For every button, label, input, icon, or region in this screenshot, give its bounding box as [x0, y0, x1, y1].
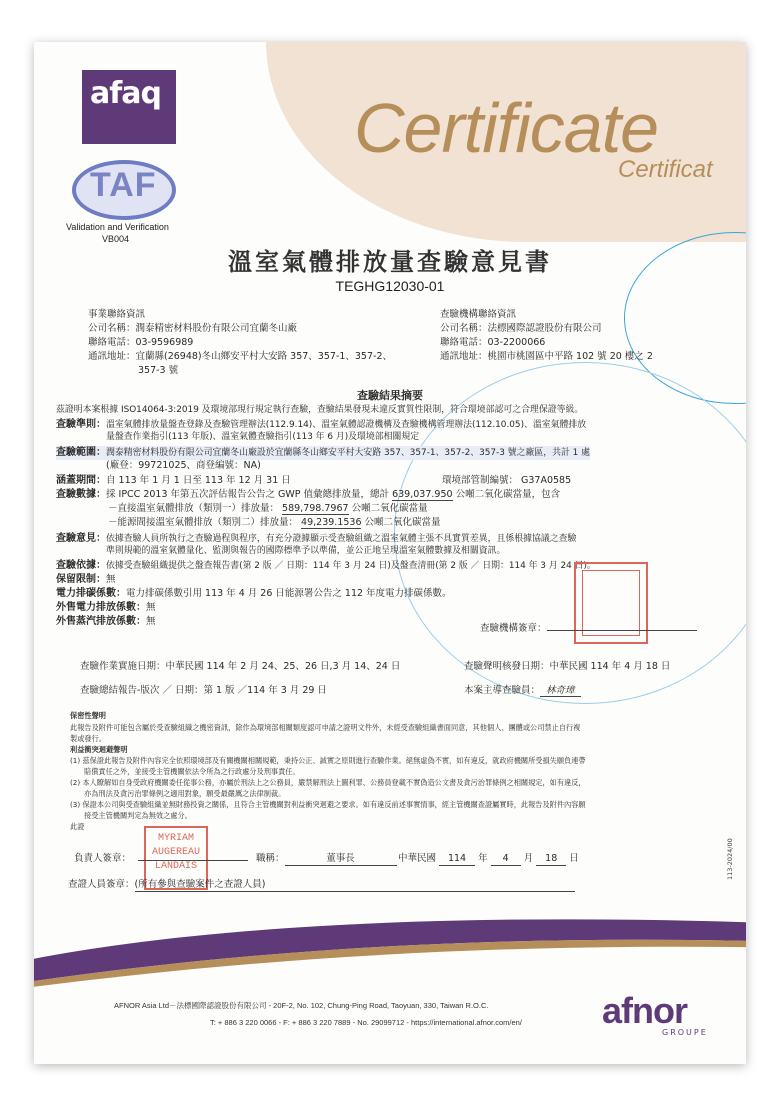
- taf-logo-text: TAF: [90, 166, 157, 204]
- sold-steam-label: 外售蒸汽排放係數：: [56, 616, 146, 627]
- scope2-unit: 公噸二氧化碳當量: [364, 517, 441, 528]
- verifier-sign-label: 查證人員簽章：: [68, 879, 135, 890]
- sold-power-label: 外售電力排放係數：: [56, 602, 146, 613]
- scope-row: [56, 446, 590, 460]
- client-heading: 事業聯絡資訊: [88, 309, 146, 320]
- opinion-text-cont: 準則規範的溫室氣體量化、監測與報告的國際標準予以準備，並公正地呈現溫室氣體數據及相關資訊。: [106, 546, 506, 556]
- signature-line: [547, 630, 697, 631]
- opinion-text: 依據查驗人員所執行之查驗過程與程序，有充分證據顯示受查驗組織之溫室氣體主張不具實質差異，且係根據協議之查驗: [106, 534, 577, 544]
- date-month: 4: [491, 852, 521, 866]
- sold-steam-text: 無: [146, 616, 156, 627]
- certificate-number: TEGHG12030-01: [335, 278, 445, 294]
- certificate-heading: Certificate: [354, 89, 659, 167]
- signoff-date: [398, 852, 579, 866]
- conflict-1-cont: 賠償責任之外，並接受主管機關依法令所為之行政處分及刑事責任。: [84, 767, 300, 776]
- title-value: 董事長: [285, 852, 397, 866]
- period-label: 涵蓋期間：: [56, 475, 106, 486]
- client-address-cont: 357-3 號: [138, 365, 179, 376]
- document-title: 溫室氣體排放量查驗意見書: [228, 247, 552, 276]
- criteria-label: 查驗準則：: [56, 419, 106, 430]
- scope2-value: 49,239.1536: [301, 517, 362, 528]
- control-number: 環境部管制編號： G37A0585: [442, 475, 572, 486]
- verifier-heading: 查驗機構聯絡資訊: [440, 309, 517, 320]
- lead-verifier-label: 本案主導查驗員：: [464, 685, 541, 696]
- scope-text-cont: (廠登：99721025、商登編號：NA): [106, 460, 261, 471]
- scope1-text: －直接溫室氣體排放（類別一）排放量：: [108, 503, 280, 514]
- afnor-logo: afnor: [602, 990, 687, 1031]
- name-stamp: MYRIAM AUGEREAU LANDAIS: [144, 826, 208, 890]
- responsible-label: 負責人簽章：: [74, 853, 132, 864]
- conflict-1: (1) 茲保證此報告及附件內容完全依照環境部及有關機關相關規範，秉持公正、誠實之原則進行查驗作業。絕無虛偽不實，如有違反，就政府機關所受損失願負連帶: [70, 756, 586, 765]
- statement-date: 查驗聲明核發日期：中華民國 114 年 4 月 18 日: [464, 661, 671, 672]
- afaq-logo-text: afaq: [90, 76, 162, 111]
- data-row: [56, 488, 560, 501]
- lead-verifier-row: [464, 684, 581, 697]
- footer-contact: T: + 886 3 220 0066 - F: + 886 3 220 7889 - No. 29099712 - https://international.afnor.com/en/: [210, 1018, 522, 1027]
- date-year: 114: [439, 852, 475, 866]
- footer-address: AFNOR Asia Ltd－法標國際認證股份有限公司 - 20F-2, No. 102, Chung-Ping Road, Taoyuan, 330, Taiwan R.O.C.: [114, 1001, 489, 1010]
- verifier-address: 通訊地址：桃園市桃園區中平路 102 號 20 樓之 2: [440, 351, 653, 362]
- criteria-row: [56, 418, 586, 432]
- client-company: 公司名稱：潤泰精密材料股份有限公司宜蘭冬山廠: [88, 323, 298, 334]
- date-month-unit: 月: [523, 853, 534, 864]
- taf-caption: Validation and Verification: [66, 222, 169, 232]
- summary-heading: 查驗結果摘要: [357, 389, 423, 402]
- data-text: 採 IPCC 2013 年第五次評估報告公告之 GWP 值彙總排放量，總計: [106, 489, 390, 500]
- basis-row: [56, 559, 596, 573]
- scope1-row: [108, 502, 428, 515]
- responsible-line: [138, 852, 248, 865]
- side-code: 113-2024/00: [726, 838, 734, 880]
- factor-label: 電力排碳係數：: [56, 588, 126, 599]
- client-phone: 聯絡電話：03-9596989: [88, 337, 194, 348]
- taf-code: VB004: [102, 234, 130, 244]
- client-address: 通訊地址：宜蘭縣(26948)冬山鄉安平村大安路 357、357-1、357-2、: [88, 351, 392, 362]
- data-text-tail: 公噸二氧化碳當量，包含: [455, 489, 561, 500]
- conflict-3: (3) 保證本公司與受查驗組織並無財務投資之關係，且符合主管機關對利益衝突迴避之要求。如有違反前述事實情事，經主管機關查證屬實時，此報告及附件內容願: [70, 800, 586, 809]
- period-text: 自 113 年 1 月 1 日至 113 年 12 月 31 日: [106, 475, 291, 486]
- sold-power-row: [56, 601, 156, 614]
- scope1-unit: 公噸二氧化碳當量: [351, 503, 428, 514]
- criteria-text-cont: 量盤查作業指引(113 年版)、溫室氣體查驗指引(113 年 6 月)及環境部相關規定: [106, 432, 420, 442]
- restriction-label: 保留限制：: [56, 574, 106, 585]
- confidential-heading: 保密性聲明: [70, 711, 106, 720]
- footer-swoosh: [34, 912, 746, 992]
- confidential-text-cont: 製或發行。: [70, 734, 106, 743]
- criteria-text: 溫室氣體排放量盤查登錄及查驗管理辦法(112.9.14)、溫室氣體認證機構及查驗機構管理辦法(112.10.05)、溫室氣體排放: [106, 420, 587, 430]
- conflict-heading: 利益衝突迴避聲明: [70, 745, 128, 754]
- conflict-end: 此證: [70, 822, 85, 831]
- conflict-2: (2) 本人瞭解如自身受政府機關委任從事公務，亦屬於刑法上之公務員，嚴禁解刑法上圖利罪、公務員登載不實偽造公文書及貪污治罪條例之相關規定，如有違反，: [70, 778, 586, 787]
- verifier-note: (所有參與查驗案件之查證人員): [135, 878, 575, 892]
- date-day-unit: 日: [569, 853, 579, 864]
- basis-text: 依據受查驗組織提供之盤查報告書(第 2 版 ／ 日期：114 年 3 月 24 日)及盤查清冊(第 2 版 ／ 日期：114 年 3 月 24 日)。: [106, 561, 596, 571]
- signature-row: [480, 622, 697, 635]
- title-label: 職稱：: [256, 853, 285, 864]
- conflict-3-cont: 接受主管機關判定為無效之處分。: [84, 811, 192, 820]
- factor-text: 電力排碳係數引用 113 年 4 月 26 日能源署公告之 112 年度電力排碳係數。: [126, 588, 452, 599]
- lead-verifier-signature: 林奇璋: [540, 685, 581, 697]
- restriction-row: [56, 573, 116, 586]
- restriction-text: 無: [106, 574, 116, 585]
- work-date: 查驗作業實施日期：中華民國 114 年 2 月 24、25、26 日,3 月 14、24 日: [80, 661, 401, 672]
- date-prefix: 中華民國: [398, 853, 437, 864]
- confidential-text: 此報告及附件可能包含屬於受查驗組織之機密資訊，除作為環境部相關類度認可申請之證明文件外，未經受查驗組織書面同意，其他個人、團體或公司禁止自行複: [70, 723, 581, 732]
- scope-label: 查驗範圍：: [56, 447, 106, 458]
- conflict-2-cont: 亦為刑法及貪污治罪條例之適用對象，願受最嚴厲之法律制裁。: [84, 789, 286, 798]
- certificate-page: [34, 42, 746, 1064]
- period-row: [56, 474, 291, 487]
- basis-label: 查驗依據：: [56, 560, 106, 571]
- date-year-unit: 年: [478, 853, 488, 864]
- verifier-sign-row: [68, 878, 575, 892]
- opinion-label: 查驗意見：: [56, 533, 106, 544]
- opinion-row: [56, 532, 576, 546]
- title-row: [256, 852, 397, 866]
- scope2-text: －能源間接溫室氣體排放（類別二）排放量：: [108, 517, 299, 528]
- scope2-row: [108, 516, 441, 529]
- scope-text: 潤泰精密材料股份有限公司宜蘭冬山廠設於宜蘭縣冬山鄉安平村大安路 357、357-1、357-2、357-3 號之廠區，共計 1 處: [106, 448, 590, 458]
- total-emissions: 639,037.950: [392, 489, 453, 500]
- summary-intro: 茲證明本案根據 ISO14064-3:2019 及環境部現行規定執行查驗，查驗結果發現未違反實質性限制，符合環境部認可之合理保證等級。: [56, 405, 584, 415]
- certificat-heading: Certificat: [618, 156, 713, 183]
- sold-steam-row: [56, 615, 156, 628]
- factor-row: [56, 587, 452, 600]
- afnor-groupe: GROUPE: [662, 1028, 708, 1037]
- verifier-phone: 聯絡電話：03-2200066: [440, 337, 546, 348]
- signature-label: 查驗機構簽章：: [480, 623, 547, 634]
- verifier-company: 公司名稱：法標國際認證股份有限公司: [440, 323, 602, 334]
- report-version: 查驗總結報告-版次 ／ 日期：第 1 版 ／114 年 3 月 29 日: [80, 685, 327, 696]
- date-day: 18: [536, 852, 566, 866]
- data-label: 查驗數據：: [56, 489, 106, 500]
- sold-power-text: 無: [146, 602, 156, 613]
- scope1-value: 589,798.7967: [282, 503, 349, 514]
